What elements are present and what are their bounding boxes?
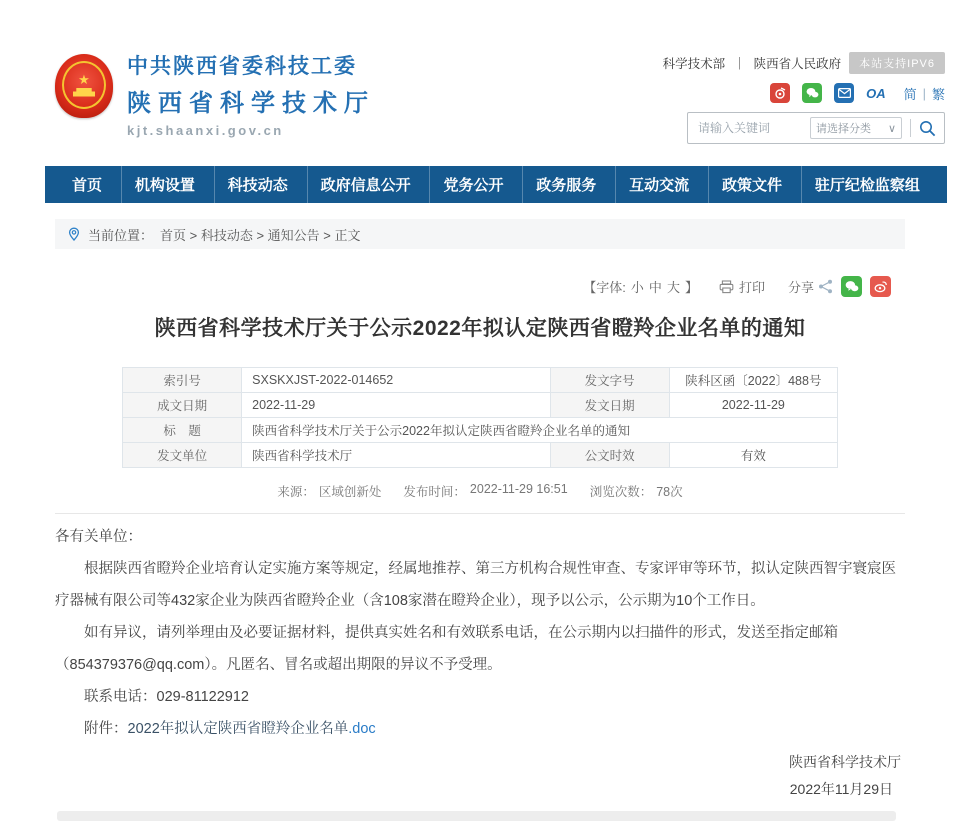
share-nodes-icon bbox=[818, 279, 833, 294]
body-paragraph-2: 如有异议，请列举理由及必要证据材料，提供真实姓名和有效联系电话，在公示期内以扫描件的形式，发送至指定邮箱（854379376@qq.com）。凡匿名、冒名或超出期限的异议不予受理。 bbox=[55, 625, 838, 673]
meta-index-label: 索引号 bbox=[123, 368, 242, 393]
font-small-button[interactable]: 小 bbox=[630, 280, 644, 295]
bottom-divider bbox=[57, 811, 896, 821]
font-size-control bbox=[583, 277, 698, 296]
nav-item-services[interactable]: 政务服务 bbox=[522, 166, 609, 203]
meta-title-value: 陕西省科学技术厅关于公示2022年拟认定陕西省瞪羚企业名单的通知 bbox=[242, 418, 838, 443]
views-label: 浏览次数： bbox=[589, 485, 653, 499]
article-body bbox=[55, 521, 905, 745]
article-title: 陕西省科学技术厅关于公示2022年拟认定陕西省瞪羚企业名单的通知 bbox=[154, 317, 806, 340]
search-button[interactable] bbox=[919, 120, 936, 137]
site-url: kjt.shaanxi.gov.cn bbox=[127, 123, 284, 138]
attachment-line bbox=[55, 713, 905, 745]
org-name-line2: 陕西省科学技术厅 bbox=[127, 90, 375, 117]
main-content bbox=[55, 219, 905, 803]
meta-title-label: 标 题 bbox=[123, 418, 242, 443]
meta-issue-date-label: 发文日期 bbox=[550, 393, 669, 418]
signature-block bbox=[55, 749, 905, 803]
meta-doc-no-value: 陕科区函〔2022〕488号 bbox=[669, 368, 837, 393]
meta-doc-no-label: 发文字号 bbox=[550, 368, 669, 393]
link-most[interactable]: 科学技术部 bbox=[662, 57, 726, 71]
meta-issuer-value: 陕西省科学技术厅 bbox=[242, 443, 550, 468]
source-value: 区域创新处 bbox=[318, 485, 382, 499]
publish-time-value: 2022-11-29 16:51 bbox=[469, 482, 568, 496]
location-pin-icon bbox=[67, 227, 81, 242]
publish-time-label: 发布时间： bbox=[403, 485, 466, 499]
nav-item-news[interactable]: 科技动态 bbox=[214, 166, 301, 203]
search-category-select[interactable] bbox=[810, 117, 902, 139]
wechat-share-icon[interactable] bbox=[841, 276, 862, 297]
search-icon bbox=[919, 120, 936, 137]
source-line bbox=[55, 482, 905, 500]
breadcrumb bbox=[55, 219, 905, 249]
signature-org: 陕西省科学技术厅 bbox=[789, 754, 901, 770]
link-shaanxi-gov[interactable]: 陕西省人民政府 bbox=[753, 57, 842, 71]
meta-issuer-label: 发文单位 bbox=[123, 443, 242, 468]
salutation: 各有关单位： bbox=[55, 529, 142, 545]
font-size-open: 【字体: bbox=[583, 280, 626, 295]
top-link-separator: ｜ bbox=[733, 57, 746, 71]
oa-link[interactable]: OA bbox=[866, 85, 886, 101]
meta-written-date-value: 2022-11-29 bbox=[242, 393, 550, 418]
search-box bbox=[687, 112, 945, 144]
font-size-close: 】 bbox=[684, 280, 698, 295]
print-button[interactable] bbox=[719, 277, 765, 296]
lang-separator: | bbox=[922, 85, 926, 101]
header-right bbox=[663, 50, 945, 166]
attachment-label: 附件： bbox=[84, 721, 128, 737]
font-medium-button[interactable]: 中 bbox=[648, 280, 662, 295]
emblem-stars: ★ bbox=[78, 71, 90, 87]
meta-validity-value: 有效 bbox=[669, 443, 837, 468]
weibo-icon[interactable] bbox=[770, 83, 790, 103]
table-row bbox=[123, 368, 838, 393]
print-label: 打印 bbox=[738, 280, 765, 295]
nav-item-party-affairs[interactable]: 党务公开 bbox=[429, 166, 516, 203]
share-control bbox=[788, 276, 891, 297]
share-label: 分享 bbox=[787, 280, 814, 295]
emblem-gate bbox=[73, 88, 95, 97]
meta-index-value: SXSKXJST-2022-014652 bbox=[242, 368, 550, 393]
main-nav bbox=[45, 166, 947, 203]
search-category-value: 请选择分类 bbox=[816, 123, 871, 135]
content-divider bbox=[55, 513, 905, 514]
search-input[interactable] bbox=[698, 121, 802, 135]
table-row bbox=[123, 393, 838, 418]
printer-icon bbox=[719, 280, 734, 294]
article-tools bbox=[55, 276, 905, 297]
body-paragraph-1: 根据陕西省瞪羚企业培育认定实施方案等规定，经属地推荐、第三方机构合规性审查、专家评审等环节，拟认定陕西智宇寰宸医疗器械有限公司等432家企业为陕西省瞪羚企业（含108家潜在瞪羚企业），现予以公示，公示期为10个工作日。 bbox=[55, 561, 896, 609]
signature-date: 2022年11月29日 bbox=[789, 781, 893, 797]
nav-item-info-disclosure[interactable]: 政府信息公开 bbox=[307, 166, 424, 203]
wechat-icon[interactable] bbox=[802, 83, 822, 103]
nav-item-home[interactable]: 首页 bbox=[72, 177, 103, 194]
chevron-down-icon: ∨ bbox=[887, 122, 896, 135]
contact-phone: 联系电话：029-81122912 bbox=[84, 689, 249, 705]
weibo-share-icon[interactable] bbox=[870, 276, 891, 297]
ipv6-badge: 本站支持IPV6 bbox=[849, 52, 945, 74]
font-large-button[interactable]: 大 bbox=[666, 280, 680, 295]
meta-issue-date-value: 2022-11-29 bbox=[669, 393, 837, 418]
lang-traditional[interactable]: 繁 bbox=[931, 86, 945, 102]
attachment-name: 2022年拟认定陕西省瞪羚企业名单 bbox=[127, 721, 349, 737]
org-name-line1: 中共陕西省委科技工委 bbox=[127, 55, 357, 78]
breadcrumb-label: 当前位置： bbox=[88, 227, 154, 243]
nav-item-interaction[interactable]: 互动交流 bbox=[615, 166, 702, 203]
top-links bbox=[663, 52, 945, 74]
search-divider bbox=[910, 119, 911, 137]
meta-validity-label: 公文时效 bbox=[550, 443, 669, 468]
table-row bbox=[123, 418, 838, 443]
attachment-link[interactable] bbox=[128, 721, 376, 737]
mail-icon[interactable] bbox=[834, 83, 854, 103]
document-meta-table bbox=[122, 367, 838, 468]
nav-item-org[interactable]: 机构设置 bbox=[121, 166, 208, 203]
meta-written-date-label: 成文日期 bbox=[123, 393, 242, 418]
site-logo[interactable] bbox=[55, 50, 375, 166]
nav-item-discipline[interactable]: 驻厅纪检监察组 bbox=[801, 166, 933, 203]
quick-icons bbox=[770, 83, 945, 103]
source-label: 来源： bbox=[277, 485, 315, 499]
breadcrumb-path[interactable]: 首页 > 科技动态 > 通知公告 > 正文 bbox=[160, 227, 361, 243]
lang-simplified[interactable]: 简 bbox=[903, 86, 917, 102]
language-switch bbox=[904, 84, 945, 103]
national-emblem-icon bbox=[55, 54, 113, 118]
site-header bbox=[0, 0, 953, 166]
attachment-extension: .doc bbox=[348, 721, 376, 737]
views-value: 78次 bbox=[656, 485, 683, 499]
table-row bbox=[123, 443, 838, 468]
nav-item-policies[interactable]: 政策文件 bbox=[708, 166, 795, 203]
